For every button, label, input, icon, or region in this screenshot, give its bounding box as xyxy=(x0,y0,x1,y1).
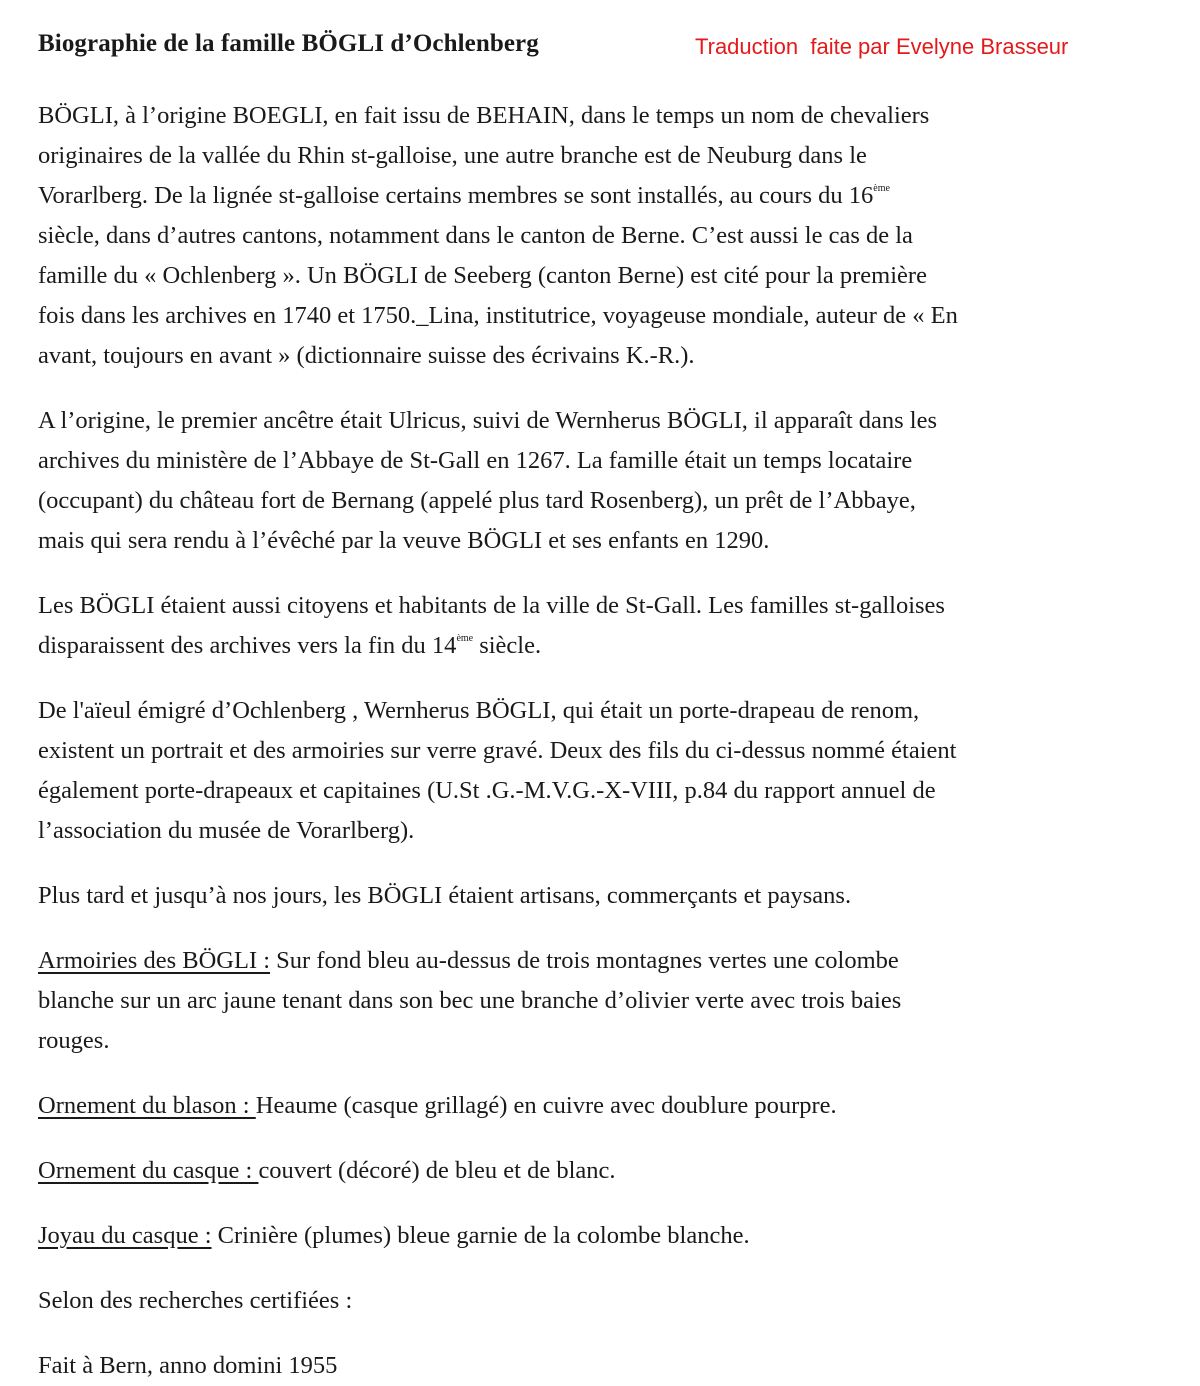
text-line: (occupant) du château fort de Bernang (appelé plus tard Rosenberg), un prêt de l’Abbaye, xyxy=(38,487,916,514)
document-title: Biographie de la famille BÖGLI d’Ochlenberg xyxy=(38,30,539,57)
text-line: siècle, dans d’autres cantons, notamment dans le canton de Berne. C’est aussi le cas de la xyxy=(38,222,913,249)
joyau-casque-label: Joyau du casque : xyxy=(38,1222,212,1249)
text-line: A l’origine, le premier ancêtre était Ulricus, suivi de Wernherus BÖGLI, il apparaît dans les xyxy=(38,407,938,434)
ornement-blason-label: Ornement du blason : xyxy=(38,1092,256,1119)
text-line: mais qui sera rendu à l’évêché par la veuve BÖGLI et ses enfants en 1290. xyxy=(38,527,770,554)
armoiries-label: Armoiries des BÖGLI : xyxy=(38,947,271,974)
text-segment: Sur fond bleu au-dessus de trois montagnes vertes une colombe xyxy=(270,947,899,974)
paragraph-citizens xyxy=(38,586,1173,666)
text-segment: couvert (décoré) de bleu et de blanc. xyxy=(258,1157,616,1184)
paragraph-origins xyxy=(38,96,1173,376)
text-line: blanche sur un arc jaune tenant dans son bec une branche d’olivier verte avec trois baies xyxy=(38,987,902,1014)
text-line xyxy=(38,1222,750,1249)
text-line: famille du « Ochlenberg ». Un BÖGLI de Seeberg (canton Berne) est cité pour la première xyxy=(38,262,927,289)
text-line: BÖGLI, à l’origine BOEGLI, en fait issu de BEHAIN, dans le temps un nom de chevaliers xyxy=(38,102,930,129)
text-line: Selon des recherches certifiées : xyxy=(38,1287,353,1314)
text-line: également porte-drapeaux et capitaines (U.St .G.-M.V.G.-X-VIII, p.84 du rapport annuel de xyxy=(38,777,936,804)
text-line xyxy=(38,1157,616,1184)
paragraph-ancestors xyxy=(38,401,1173,561)
document-page xyxy=(38,26,1173,1386)
text-segment: Crinière (plumes) bleue garnie de la colombe blanche. xyxy=(211,1222,750,1249)
ornement-casque-label: Ornement du casque : xyxy=(38,1157,259,1184)
paragraph-joyau-casque xyxy=(38,1216,1173,1256)
superscript-ordinal: ème xyxy=(873,183,890,194)
text-line: rouges. xyxy=(38,1027,110,1054)
text-line xyxy=(38,947,899,974)
paragraph-armoiries xyxy=(38,941,1173,1061)
text-line: archives du ministère de l’Abbaye de St-Gall en 1267. La famille était un temps locataire xyxy=(38,447,913,474)
text-line: l’association du musée de Vorarlberg). xyxy=(38,817,415,844)
text-segment: Vorarlberg. De la lignée st-galloise certains membres se sont installés, au cours du 16 xyxy=(38,182,874,209)
translator-note: Traduction faite par Evelyne Brasseur xyxy=(695,34,1069,59)
text-segment: Heaume (casque grillagé) en cuivre avec doublure pourpre. xyxy=(255,1092,837,1119)
paragraph-professions xyxy=(38,876,1173,916)
text-line: fois dans les archives en 1740 et 1750._Lina, institutrice, voyageuse mondiale, auteur de « En xyxy=(38,302,958,329)
text-segment: siècle. xyxy=(473,632,542,659)
paragraph-standard-bearer xyxy=(38,691,1173,851)
text-line xyxy=(38,182,890,209)
text-line: avant, toujours en avant » (dictionnaire suisse des écrivains K.-R.). xyxy=(38,342,695,369)
text-line: Plus tard et jusqu’à nos jours, les BÖGLI étaient artisans, commerçants et paysans. xyxy=(38,882,852,909)
text-line xyxy=(38,1092,837,1119)
document-header xyxy=(38,26,1173,74)
paragraph-ornement-blason xyxy=(38,1086,1173,1126)
text-line: Les BÖGLI étaient aussi citoyens et habitants de la ville de St-Gall. Les familles st-galloises xyxy=(38,592,945,619)
paragraph-ornement-casque xyxy=(38,1151,1173,1191)
superscript-ordinal: ème xyxy=(456,633,474,644)
text-line: originaires de la vallée du Rhin st-galloise, une autre branche est de Neuburg dans le xyxy=(38,142,867,169)
text-segment: disparaissent des archives vers la fin du 14 xyxy=(38,632,457,659)
text-line xyxy=(38,632,541,659)
paragraph-signature-date xyxy=(38,1346,1173,1386)
text-line: existent un portrait et des armoiries sur verre gravé. Deux des fils du ci-dessus nommé étaient xyxy=(38,737,957,764)
paragraph-certification xyxy=(38,1281,1173,1321)
text-line: Fait à Bern, anno domini 1955 xyxy=(38,1352,338,1379)
text-line: De l'aïeul émigré d’Ochlenberg , Wernherus BÖGLI, qui était un porte-drapeau de renom, xyxy=(38,697,920,724)
